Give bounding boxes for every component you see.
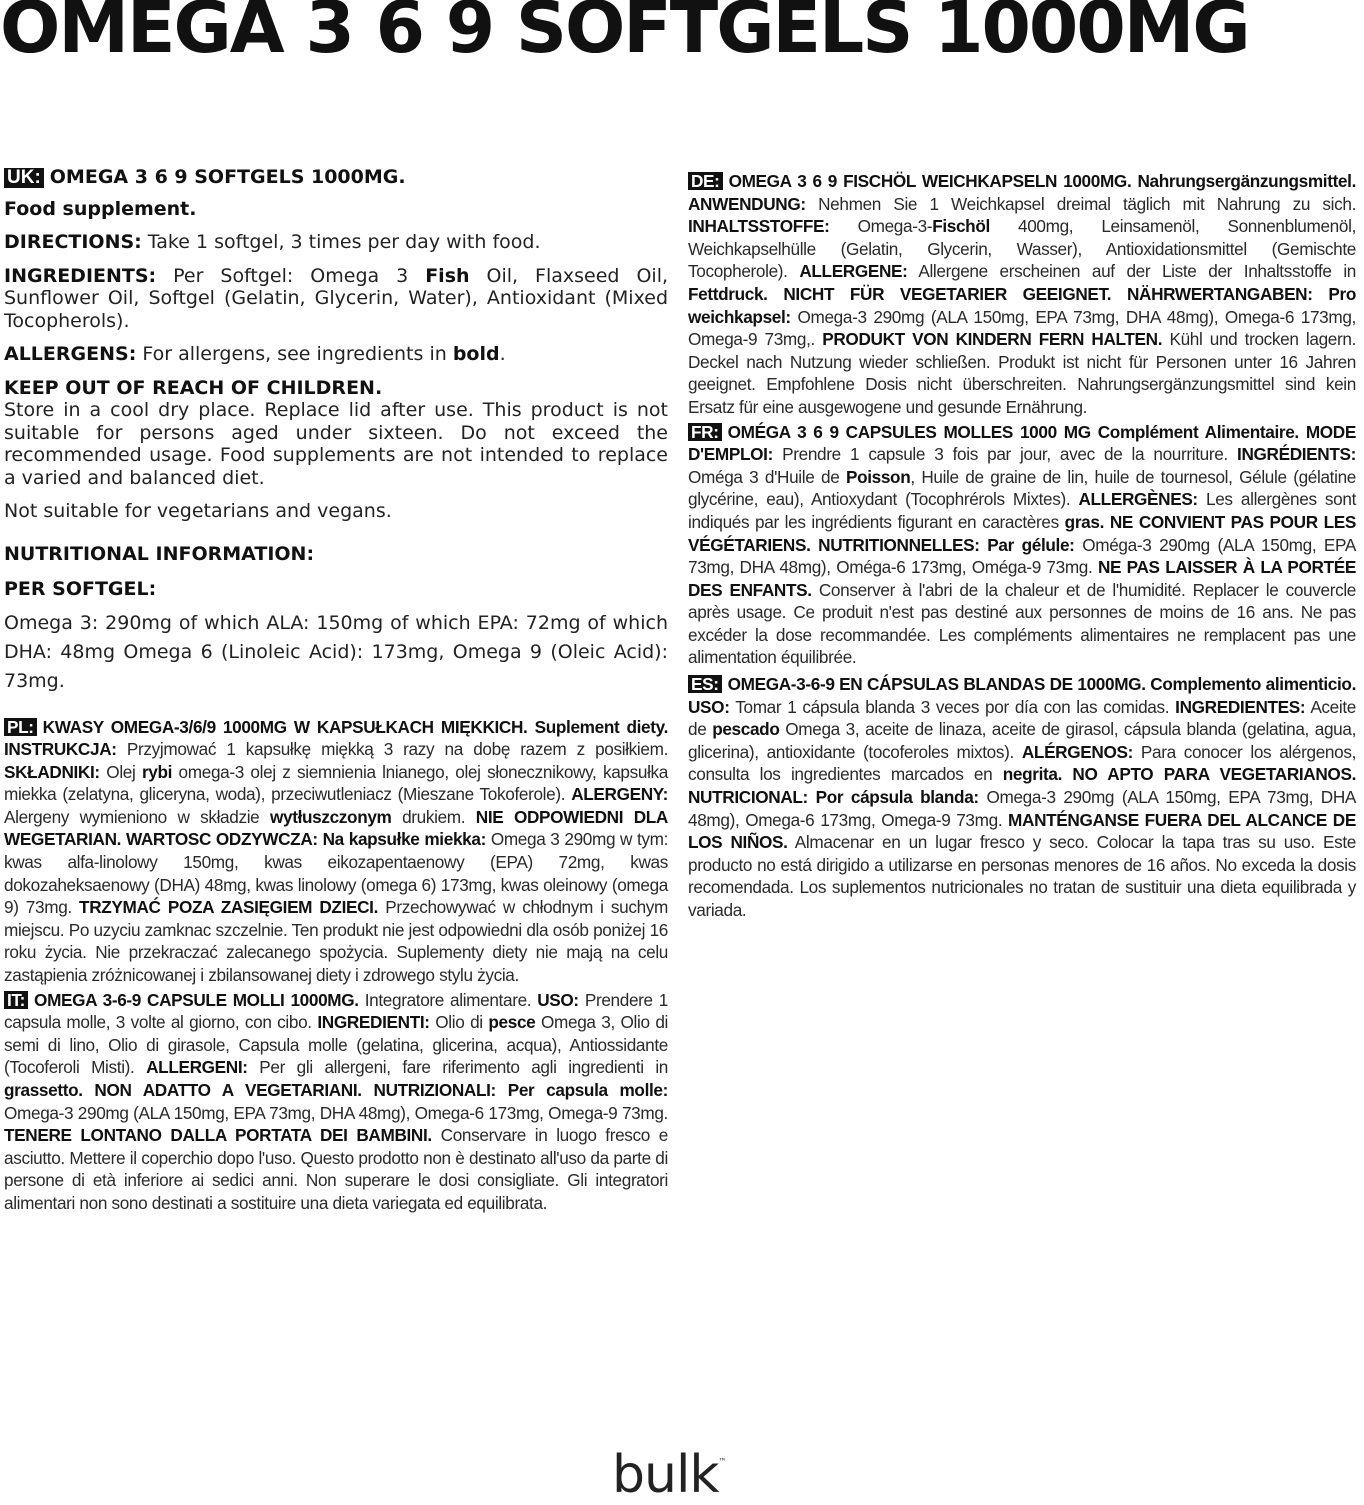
ingredients-allergen: Fish — [425, 264, 470, 287]
body-text: Tomar 1 cápsula blanda 3 veces por día con las comidas. — [729, 696, 1176, 717]
uk-vegetarian: Not suitable for vegetarians and vegans. — [4, 500, 392, 522]
body-text: Przechowywać w chłodnym i suchym miejscu. Po uzyciu zamknac szczelnie. Ten produkt nie jest odpowiedni dla osób poniżej 16 roku życia. Nie przekraczać zalecanego spożycia. Suplementy diety nie mają na celu zastąpienia zróżnicowanej i zbilansowanej diety i zdrowego stylu życia. — [4, 897, 668, 986]
body-text: Oméga 3 d'Huile de — [688, 466, 846, 487]
bold-text: TRZYMAĆ POZA ZASIĘGIEM DZIECI. — [79, 897, 379, 918]
bold-text: ALLERGENE: — [799, 261, 908, 282]
body-text: 400mg, Leinsamenöl, Sonnenblumenöl, Weichkapselhülle (Gelatin, Glycerin, Wasser), Antioxidationsmittel (Gemischte Tocopherole). — [688, 216, 1356, 282]
body-text: Oméga-3 290mg (ALA 150mg, EPA 73mg, DHA 48mg), Oméga-6 173mg, Oméga-9 73mg. — [688, 534, 1356, 578]
uk-food-supplement: Food supplement. — [4, 197, 197, 220]
directions-label: DIRECTIONS: — [4, 231, 142, 253]
nutritional-heading: NUTRITIONAL INFORMATION: — [4, 542, 315, 565]
right-column — [688, 170, 1356, 922]
bold-text: NE PAS LAISSER À LA PORTÉE DES ENFANTS. — [688, 557, 1356, 600]
body-text: Allergene erscheinen auf der Liste der Inhaltsstoffe in — [907, 261, 1356, 282]
bold-text: INHALTSSTOFFE: — [688, 216, 830, 237]
bold-text: TENERE LONTANO DALLA PORTATA DEI BAMBINI. — [4, 1125, 432, 1146]
body-text: omega-3 olej z siemnienia lnianego, olej słonecznikowy, kapsułka miekka (zelatyna, gliceryna, woda), przeciwutleniacz (Mieszane Tokoferole). — [4, 761, 669, 805]
bold-text: OMEGA-3-6-9 EN CÁPSULAS BLANDAS DE 1000MG. Complemento alimenticio. USO: — [688, 674, 1356, 717]
bold-text: Fischöl — [932, 216, 990, 237]
body-text: Integratore alimentare. — [358, 989, 538, 1010]
product-title: OMEGA 3 6 9 SOFTGELS 1000MG — [0, 0, 1249, 69]
logo-text: bulk — [612, 1445, 719, 1505]
de-section — [688, 170, 1356, 419]
ingredients-text-2: Oil, Flaxseed Oil, Sunflower Oil, Softgel (Gelatin, Glycerin, Water), Antioxidant (Mixed Tocopherols). — [4, 264, 669, 332]
allergens-label: ALLERGENS: — [4, 343, 137, 365]
bold-text: MANTÉNGANSE FUERA DEL ALCANCE DE LOS NIÑOS. — [688, 809, 1356, 853]
left-column — [4, 166, 668, 1215]
bold-text: Poisson — [845, 466, 911, 487]
language-tag-fr: FR: — [688, 423, 722, 441]
bold-text: INGREDIENTES: — [1175, 696, 1306, 717]
body-text: Omega 3, Olio di semi di lino, Olio di girasole, Capsula molle (gelatina, glicerina, acqua), Antiossidante (Tocoferoli Misti). — [4, 1012, 669, 1078]
body-text: Olio di — [429, 1012, 489, 1033]
language-tag-de: DE: — [688, 172, 723, 190]
uk-keep-out — [4, 377, 668, 490]
body-text: Omega-3 290mg (ALA 150mg, EPA 73mg, DHA 48mg), Omega-6 173mg, Omega-9 73mg. — [4, 1102, 668, 1123]
body-text: Aceite de — [688, 696, 1356, 740]
body-text: Conservare in luogo fresco e asciutto. Mettere il coperchio dopo l'uso. Questo prodotto non è destinato all'uso da parte di persone di età inferiore ai sedici anni. Non superare le dosi consigliate. Gli integratori alimentari non sono destinati a sostituire una dieta variegata ed equilibrata. — [4, 1125, 668, 1213]
fr-section — [688, 421, 1356, 670]
bold-text: wytłuszczonym — [269, 806, 392, 827]
ingredients-label: INGREDIENTS: — [4, 264, 157, 287]
bold-text: ALERGENY: — [571, 784, 668, 805]
pl-section — [4, 716, 668, 987]
uk-ingredients — [4, 265, 668, 333]
bold-text: OMEGA 3 6 9 FISCHÖL WEICHKAPSELN 1000MG. Nahrungsergänzungsmittel. ANWENDUNG: — [688, 171, 1356, 214]
bold-text: SKŁADNIKI: — [4, 761, 100, 782]
storage-text: Store in a cool dry place. Replace lid after use. This product is not suitable for persons aged under sixteen. Do not exceed the recommended usage. Food supplements are not intended to replace a varied and balanced diet. — [4, 399, 668, 489]
bulk-logo — [612, 1445, 726, 1505]
body-text: , Huile de graine de lin, huile de tournesol, Gélule (gélatine glycérine, eau), Antioxydant (Tocophrérols Mixtes). — [688, 466, 1356, 510]
language-tag-it: IT: — [4, 991, 28, 1009]
keep-out-label: KEEP OUT OF REACH OF CHILDREN. — [4, 376, 383, 399]
body-text: drukiem. — [391, 806, 476, 827]
per-softgel-heading: PER SOFTGEL: — [4, 578, 157, 600]
body-text: Omega-3- — [829, 216, 933, 237]
bold-text: ALÉRGENOS: — [1021, 741, 1133, 762]
nutrition-text: Omega 3: 290mg of which ALA: 150mg of which EPA: 72mg of which DHA: 48mg Omega 6 (Linoleic Acid): 173mg, Omega 9 (Oleic Acid): 73mg. — [4, 611, 668, 692]
body-text: Olej — [99, 761, 142, 782]
ingredients-text: Per Softgel: Omega 3 — [156, 264, 426, 287]
bold-text: INGRÉDIENTS: — [1237, 444, 1356, 465]
trademark: ™ — [718, 1457, 726, 1466]
bold-text: OMÉGA 3 6 9 CAPSULES MOLLES 1000 MG Complément Alimentaire. MODE D'EMPLOI: — [688, 421, 1356, 465]
body-text: Prendere 1 capsula molle, 3 volte al giorno, con cibo. — [4, 989, 668, 1033]
language-tag-es: ES: — [688, 675, 722, 693]
bold-text: ALLERGENI: — [146, 1057, 248, 1078]
body-text: Nehmen Sie 1 Weichkapsel dreimal täglich mit Nahrung zu sich. — [805, 193, 1356, 214]
body-text: Omega-3 290mg (ALA 150mg, EPA 73mg, DHA 48mg), Omega-6 173mg, Omega-9 73mg,. — [688, 306, 1356, 350]
allergens-end: . — [499, 343, 506, 365]
body-text: Per gli allergeni, fare riferimento agli ingredienti in — [247, 1057, 668, 1078]
bold-text: OMEGA 3-6-9 CAPSULE MOLLI 1000MG. — [34, 989, 359, 1010]
uk-heading: OMEGA 3 6 9 SOFTGELS 1000MG. — [49, 166, 406, 188]
body-text: Les allergènes sont indiqués par les ingrédients figurant en caractères — [688, 489, 1356, 532]
body-text: Kühl und trocken lagern. Deckel nach Nutzung wieder schließen. Produkt ist nicht für Personen unter 16 Jahren geeignet. Empfohlene Dosis nicht überschreiten. Nahrungsergänzungsmittel sind kein Ersatz für eine ausgewogene und gesunde Ernährung. — [688, 329, 1356, 417]
language-tag-uk: UK: — [4, 168, 44, 188]
body-text: Conserver à l'abri de la chaleur et de l'humidité. Replacer le couvercle après usage. Ce produit n'est pas destiné aux personnes de moins de 16 ans. Ne pas excéder la dose recommandée. Les compléments alimentaires ne remplacent pas une alimentation équilibrée. — [688, 579, 1357, 668]
body-text: Omega 3 290mg w tym: kwas alfa-linolowy 150mg, kwas eikozapentaenowy (EPA) 72mg, kwas dokozaheksaenowy (DHA) 48mg, kwas linolowy (omega 6) 173mg, kwas oleinowy (omega 9) 73mg. — [4, 829, 668, 918]
bold-text: PRODUKT VON KINDERN FERN HALTEN. — [822, 329, 1163, 350]
bold-text: pesce — [488, 1012, 536, 1033]
body-text: Almacenar en un lugar fresco y seco. Colocar la tapa tras su uso. Este producto no está dirigido a utilizarse en personas menores de 16 años. No exceda la dosis recomendada. Los suplementos nutricionales no tratan de sustituir una dieta equilibrada y variada. — [688, 832, 1356, 920]
allergens-bold: bold — [452, 343, 500, 365]
bold-text: NIE ODPOWIEDNI DLA WEGETARIAN. WARTOSC ODZYWCZA: Na kapsułke miekka: — [4, 806, 668, 850]
allergens-text: For allergens, see ingredients in — [136, 343, 453, 365]
bold-text: rybi — [141, 761, 173, 782]
es-section — [688, 673, 1356, 922]
language-tag-pl: PL: — [4, 718, 37, 736]
body-text: Para conocer los alérgenos, consulta los ingredientes marcados en — [688, 741, 1356, 785]
bold-text: KWASY OMEGA-3/6/9 1000MG W KAPSUŁKACH MIĘKKICH. Suplement diety. INSTRUKCJA: — [4, 716, 668, 760]
bold-text: negrita. NO APTO PARA VEGETARIANOS. NUTRICIONAL: Por cápsula blanda: — [688, 764, 1356, 808]
bold-text: grassetto. NON ADATTO A VEGETARIANI. NUTRIZIONALI: Per capsula molle: — [4, 1080, 668, 1100]
uk-section — [4, 166, 668, 696]
body-text: Przyjmować 1 kapsułkę miękką 3 razy na dobę razem z posiłkiem. — [116, 739, 668, 760]
uk-allergens — [4, 343, 668, 366]
bold-text: INGREDIENTI: — [317, 1012, 430, 1033]
uk-directions — [4, 231, 668, 254]
body-text: Omega-3 290mg (ALA 150mg, EPA 73mg, DHA 48mg), Omega-6 173mg, Omega-9 73mg. — [688, 787, 1356, 830]
body-text: Prendre 1 capsule 3 fois par jour, avec de la nourriture. — [772, 444, 1238, 465]
bold-text: pescado — [712, 719, 780, 740]
body-text: Omega 3, aceite de linaza, aceite de girasol, cápsula blanda (gelatina, agua, glicerina), antioxidante (tocoferoles mixtos). — [688, 719, 1357, 762]
bold-text: ALLERGÈNES: — [1078, 489, 1198, 510]
bold-text: gras. NE CONVIENT PAS POUR LES VÉGÉTARIENS. NUTRITIONNELLES: Par gélule: — [688, 511, 1356, 555]
body-text: Alergeny wymieniono w składzie — [4, 806, 270, 827]
bold-text: USO: — [537, 989, 579, 1010]
bold-text: Fettdruck. NICHT FÜR VEGETARIER GEEIGNET. NÄHRWERTANGABEN: Pro weichkapsel: — [688, 283, 1356, 327]
directions-text: Take 1 softgel, 3 times per day with food. — [141, 231, 541, 253]
it-section — [4, 989, 668, 1215]
